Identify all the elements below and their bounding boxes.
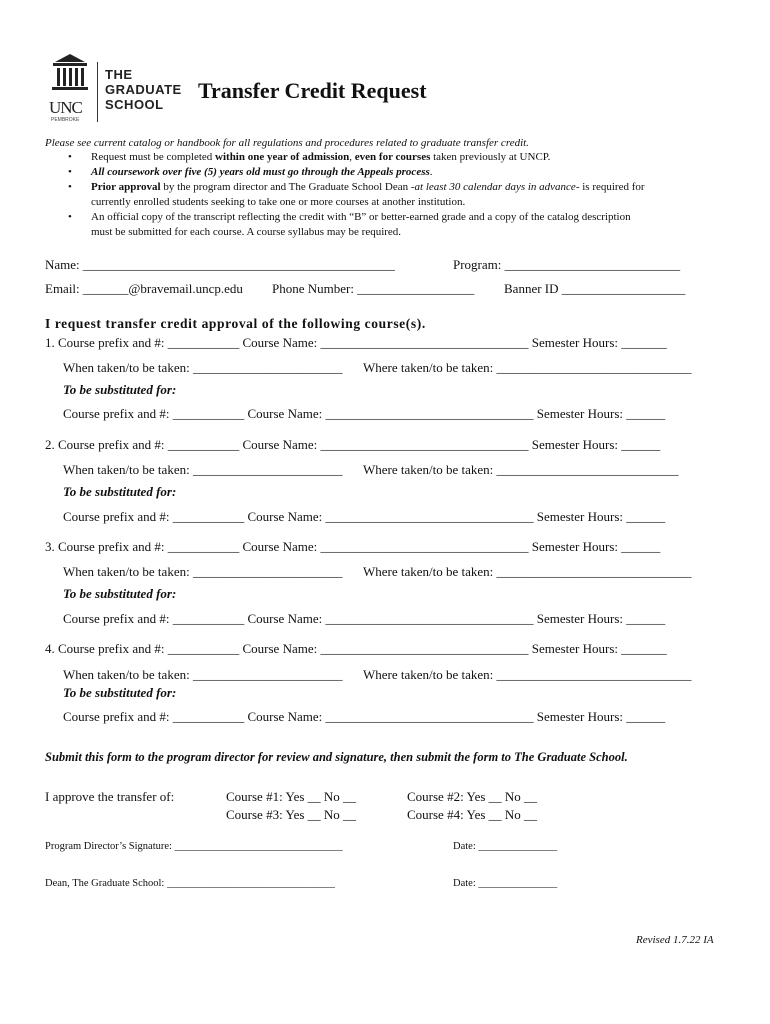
course-1-where[interactable]: Where taken/to be taken: ______________________________: [363, 360, 692, 375]
course-3-yes-no[interactable]: Yes __ No __: [285, 807, 357, 822]
bullet-1-bold-2: even for courses: [354, 151, 431, 163]
bullet-3-line-2: currently enrolled students seeking to take one or more courses at another institution.: [91, 196, 466, 208]
approve-course-3[interactable]: [226, 807, 356, 823]
logo-pembroke: PEMBROKE: [51, 117, 80, 123]
course-4-line[interactable]: 4. Course prefix and #: ___________ Course Name: ________________________________ Semester Hours: _______: [45, 641, 667, 656]
approve-label: I approve the transfer of:: [45, 789, 175, 804]
bullet-3-bold: Prior approval: [91, 181, 161, 193]
dean-signature-field[interactable]: Dean, The Graduate School: ________________________________: [45, 878, 335, 889]
email-field[interactable]: Email: _______@bravemail.uncp.edu: [45, 281, 243, 296]
bullet-4-line-2: must be submitted for each course. A course syllabus may be required.: [91, 226, 402, 238]
bullet-3: [91, 181, 645, 193]
bullet-1-sep: ,: [349, 151, 355, 163]
bullet-2-text: All coursework over five (5) years old must go through the Appeals process: [91, 166, 430, 178]
bullet-1-end: taken previously at UNCP.: [430, 151, 551, 163]
dean-date-field[interactable]: Date: _______________: [453, 878, 558, 889]
phone-field[interactable]: Phone Number: __________________: [272, 281, 475, 296]
bullet-3-ital: at least 30 calendar days in advance: [414, 181, 576, 193]
course-2-yes-no[interactable]: Yes __ No __: [466, 789, 538, 804]
revision-note: Revised 1.7.22 IA: [636, 934, 714, 946]
bullet-1-bold: within one year of admission: [215, 151, 350, 163]
bullet-1: [91, 151, 550, 163]
course-3-when[interactable]: When taken/to be taken: _______________________: [63, 564, 343, 579]
bullet-dot: •: [68, 151, 72, 163]
program-field[interactable]: Program: ___________________________: [453, 257, 681, 272]
page-title: Transfer Credit Request: [198, 78, 427, 103]
course-4-yes-no[interactable]: Yes __ No __: [466, 807, 538, 822]
logo-line-3: SCHOOL: [105, 97, 164, 112]
column-building-icon: [49, 52, 91, 100]
course-2-when[interactable]: When taken/to be taken: _______________________: [63, 462, 343, 477]
course-2-line[interactable]: 2. Course prefix and #: ___________ Course Name: ________________________________ Semester Hours: ______: [45, 437, 661, 452]
logo-line-1: THE: [105, 67, 133, 82]
course-4-when[interactable]: When taken/to be taken: _______________________: [63, 667, 343, 682]
course-1-label: Course #1:: [226, 789, 283, 804]
bullet-dot: •: [68, 166, 72, 178]
approve-course-2[interactable]: [407, 789, 537, 805]
course-4-sub-line[interactable]: Course prefix and #: ___________ Course Name: ________________________________ Semester Hours: ______: [63, 709, 666, 724]
course-1-line[interactable]: 1. Course prefix and #: ___________ Course Name: ________________________________ Semester Hours: _______: [45, 335, 667, 350]
bullet-2: [91, 166, 433, 178]
course-1-when[interactable]: When taken/to be taken: _______________________: [63, 360, 343, 375]
bullet-3-text: by the program director and The Graduate School Dean -: [160, 181, 415, 193]
director-signature-field[interactable]: Program Director’s Signature: ________________________________: [45, 841, 343, 852]
logo-unc: UNC: [49, 98, 82, 117]
submit-instruction: Submit this form to the program director for review and signature, then submit the form to The Graduate School.: [45, 750, 628, 764]
course-1-sub-line[interactable]: Course prefix and #: ___________ Course Name: ________________________________ Semester Hours: ______: [63, 406, 666, 421]
approve-course-1[interactable]: [226, 789, 356, 805]
course-4-sub-label: To be substituted for:: [63, 685, 177, 700]
course-4-where[interactable]: Where taken/to be taken: ______________________________: [363, 667, 692, 682]
course-2-label: Course #2:: [407, 789, 464, 804]
bullet-2-end: .: [429, 166, 433, 178]
course-3-label: Course #3:: [226, 807, 283, 822]
course-3-sub-label: To be substituted for:: [63, 586, 177, 601]
approve-course-4[interactable]: [407, 807, 537, 823]
course-1-sub-label: To be substituted for:: [63, 382, 177, 397]
course-3-line[interactable]: 3. Course prefix and #: ___________ Course Name: ________________________________ Semester Hours: ______: [45, 539, 661, 554]
banner-id-field[interactable]: Banner ID ___________________: [504, 281, 686, 296]
course-4-label: Course #4:: [407, 807, 464, 822]
bullet-dot: •: [68, 181, 72, 193]
courses-heading: I request transfer credit approval of the following course(s).: [45, 316, 426, 331]
logo-line-2: GRADUATE: [105, 82, 182, 97]
course-3-sub-line[interactable]: Course prefix and #: ___________ Course Name: ________________________________ Semester Hours: ______: [63, 611, 666, 626]
intro-text: Please see current catalog or handbook for all regulations and procedures related to graduate transfer credit.: [45, 137, 529, 149]
bullet-1-text: Request must be completed: [91, 151, 216, 163]
name-field[interactable]: Name: ________________________________________________: [45, 257, 395, 272]
course-1-yes-no[interactable]: Yes __ No __: [285, 789, 357, 804]
bullet-4-line-1: An official copy of the transcript reflecting the credit with “B” or better-earned grade and a copy of the catalog description: [91, 211, 631, 223]
director-date-field[interactable]: Date: _______________: [453, 841, 558, 852]
course-3-where[interactable]: Where taken/to be taken: ______________________________: [363, 564, 692, 579]
graduate-school-logo: [45, 50, 195, 124]
bullet-dot: •: [68, 211, 72, 223]
logo-divider: [97, 62, 98, 122]
course-2-sub-label: To be substituted for:: [63, 484, 177, 499]
course-2-sub-line[interactable]: Course prefix and #: ___________ Course Name: ________________________________ Semester Hours: ______: [63, 509, 666, 524]
course-2-where[interactable]: Where taken/to be taken: ____________________________: [363, 462, 679, 477]
bullet-3-end: - is required for: [575, 181, 645, 193]
